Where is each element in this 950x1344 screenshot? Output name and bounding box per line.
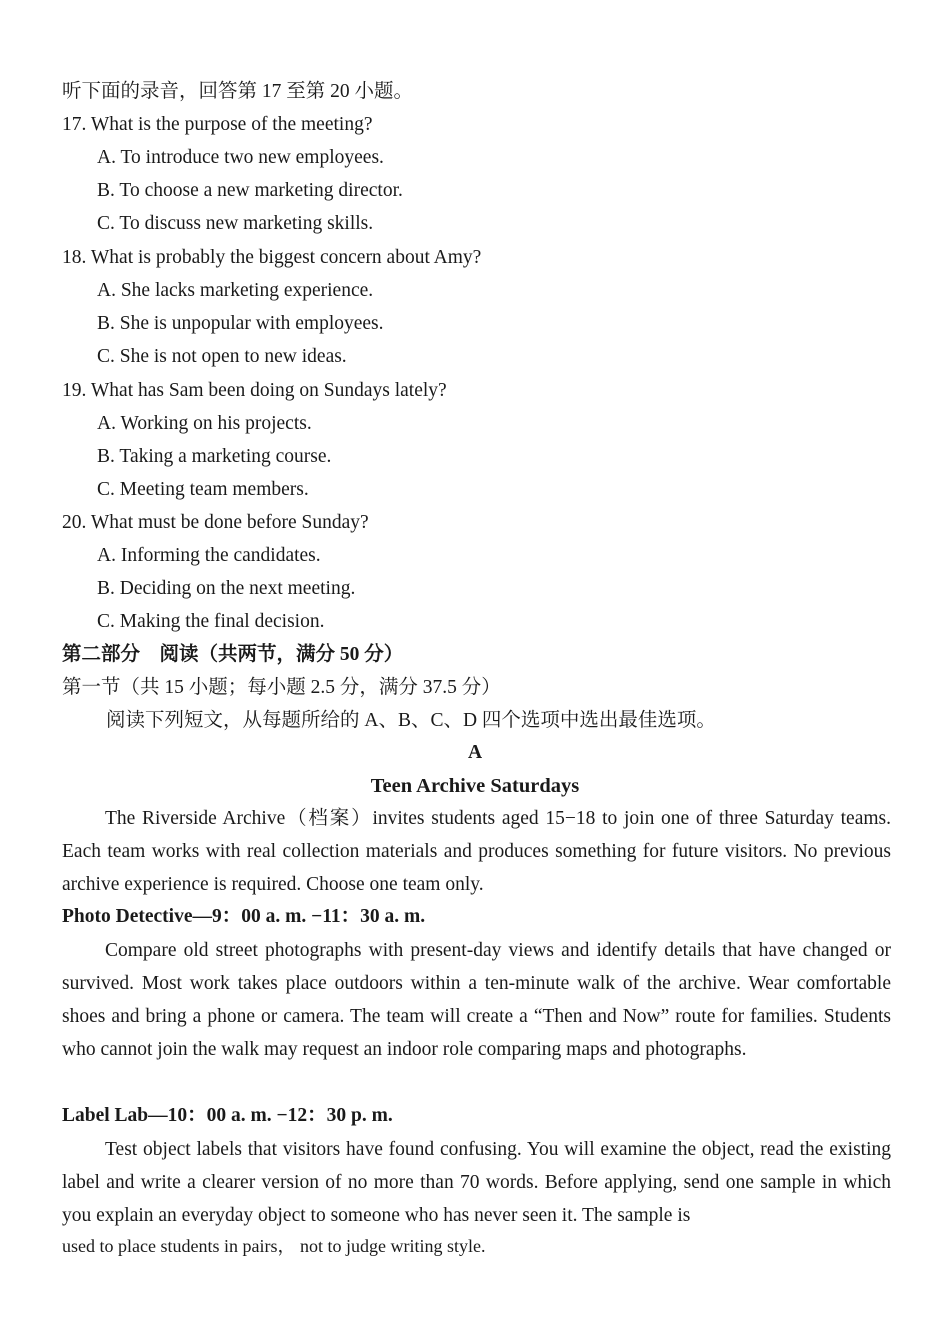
question-20-stem: 20. What must be done before Sunday? — [62, 512, 369, 533]
question-19-option-b: B. Taking a marketing course. — [97, 446, 332, 467]
passage-intro-text: The Riverside Archive（档案）invites students aged 15−18 to join one of three Saturday teams. Each team works with real collection materials and produces something for future visitors. No previous archive experience is required. Choose one team only. — [62, 808, 891, 896]
question-19-option-c: C. Meeting team members. — [97, 479, 309, 500]
question-17-option-c: C. To discuss new marketing skills. — [97, 213, 374, 234]
team-label-lab-text: Test object labels that visitors have found confusing. You will examine the object, read the existing label and write a clearer version of no more than 70 words. Before applying, send one sample in which you explain an everyday object to someone who has never seen it. The sample is — [62, 1139, 891, 1227]
team-label-lab-description — [62, 1133, 891, 1232]
team-photo-detective-description — [62, 934, 891, 1066]
team-label-lab-heading: Label Lab—10：00 a. m. −12：30 p. m. — [62, 1105, 393, 1126]
passage-letter: A — [467, 742, 483, 763]
question-18-option-a: A. She lacks marketing experience. — [97, 280, 374, 301]
question-18-option-b: B. She is unpopular with employees. — [97, 313, 384, 334]
section-one-heading: 第一节（共 15 小题；每小题 2.5 分，满分 37.5 分） — [62, 677, 501, 698]
question-17-option-b: B. To choose a new marketing director. — [97, 180, 403, 201]
reading-instruction: 阅读下列短文，从每题所给的 A、B、C、D 四个选项中选出最佳选项。 — [106, 710, 716, 731]
listening-instruction: 听下面的录音，回答第 17 至第 20 小题。 — [62, 81, 414, 102]
question-20-option-a: A. Informing the candidates. — [97, 545, 321, 566]
team-photo-detective-heading: Photo Detective—9：00 a. m. −11：30 a. m. — [62, 906, 426, 927]
question-17-option-a: A. To introduce two new employees. — [97, 147, 384, 168]
question-17-stem: 17. What is the purpose of the meeting? — [62, 114, 373, 135]
passage-last-line: used to place students in pairs， not to judge writing style. — [62, 1236, 486, 1256]
passage-intro — [62, 802, 891, 901]
passage-title: Teen Archive Saturdays — [370, 775, 580, 797]
team-photo-detective-text: Compare old street photographs with present-day views and identify details that have changed or survived. Most work takes place outdoors within a ten-minute walk of the archive. Wear comfortable shoes and bring a phone or camera. The team will create a “Then and Now” route for families. Students who cannot join the walk may request an indoor role comparing maps and photographs. — [62, 940, 891, 1061]
question-19-option-a: A. Working on his projects. — [97, 413, 312, 434]
question-20-option-b: B. Deciding on the next meeting. — [97, 578, 356, 599]
question-20-option-c: C. Making the final decision. — [97, 611, 325, 632]
question-18-stem: 18. What is probably the biggest concern about Amy? — [62, 247, 482, 268]
question-18-option-c: C. She is not open to new ideas. — [97, 346, 347, 367]
part-two-heading: 第二部分 阅读（共两节，满分 50 分） — [62, 644, 404, 665]
question-19-stem: 19. What has Sam been doing on Sundays lately? — [62, 380, 447, 401]
